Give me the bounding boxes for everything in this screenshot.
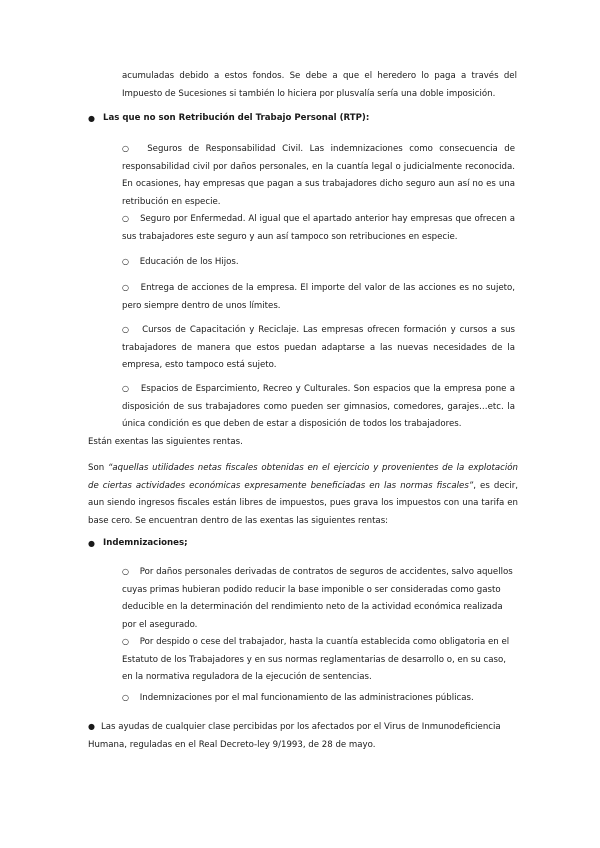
rtp-item-educacion: ○ Educación de los Hijos.: [122, 257, 239, 267]
rtp-item-acciones: ○ Entrega de acciones de la empresa. El importe del valor de las acciones es no sujeto, pero siempre dentro de unos límites.: [122, 283, 515, 311]
rtp-heading: Las que no son Retribución del Trabajo Personal (RTP):: [103, 113, 370, 123]
exentas-heading: Están exentas las siguientes rentas.: [88, 437, 243, 447]
sub-bullet: ○: [122, 283, 130, 292]
sub-bullet: ○: [122, 693, 129, 702]
bullet-vih: ●: [88, 722, 95, 731]
indemnizaciones-heading: Indemnizaciones;: [103, 538, 188, 548]
bullet-indemnizaciones: ●: [88, 539, 95, 548]
sub-bullet: ○: [122, 257, 129, 266]
sub-bullet: ○: [122, 325, 131, 334]
vih-ayudas-item: ● Las ayudas de cualquier clase percibidas por los afectados por el Virus de Inmunodeficiencia Humana, reguladas en el Real Decreto-ley 9/1993, de 28 de mayo.: [88, 722, 501, 750]
indemnizacion-item-danos: ○ Por daños personales derivadas de contratos de seguros de accidentes, salvo aquellos cuyas primas hubieran podido reducir la base imponible o ser consideradas como gasto deducible en la determinación del rendimiento neto de la actividad económica realizada por el asegurado.: [122, 567, 513, 630]
intro-paragraph: acumuladas debido a estos fondos. Se debe a que el heredero lo paga a través del Impuesto de Sucesiones si también lo hiciera por plusvalía sería una doble imposición.: [122, 71, 517, 99]
definition-paragraph: Son “aquellas utilidades netas fiscales obtenidas en el ejercicio y provenientes de la explotación de ciertas actividades económicas expresamente beneficiadas en las normas fiscales”, es decir, aun siendo ingresos fiscales están libres de impuestos, pues grava los impuestos con una tarifa en base cero. Se encuentran dentro de las exentas las siguientes rentas:: [88, 463, 518, 526]
sub-bullet: ○: [122, 637, 129, 646]
rtp-item-seguros-rc: ○ Seguros de Responsabilidad Civil. Las indemnizaciones como consecuencia de responsabilidad civil por daños personales, en la cuantía legal o judicialmente reconocida. En ocasiones, hay empresas que pagan a sus trabajadores dicho seguro aun así no es una retribución en especie.: [122, 144, 516, 207]
indemnizacion-item-administraciones: ○ Indemnizaciones por el mal funcionamiento de las administraciones públicas.: [122, 693, 474, 703]
rtp-item-seguro-enfermedad: ○ Seguro por Enfermedad. Al igual que el apartado anterior hay empresas que ofrecen a sus trabajadores este seguro y aun así tampoco son retribuciones en especie.: [122, 214, 516, 242]
sub-bullet: ○: [122, 144, 133, 153]
bullet-rtp: ●: [88, 114, 95, 123]
sub-bullet: ○: [122, 384, 130, 393]
indemnizacion-item-despido: ○ Por despido o cese del trabajador, hasta la cuantía establecida como obligatoria en el Estatuto de los Trabajadores y en sus normas reglamentarias de desarrollo o, en su caso, en la normativa reguladora de la ejecución de sentencias.: [122, 637, 510, 683]
rtp-item-cursos: ○ Cursos de Capacitación y Reciclaje. Las empresas ofrecen formación y cursos a sus trabajadores de manera que estos puedan adaptarse a las nuevas necesidades de la empresa, esto tampoco está sujeto.: [122, 325, 516, 371]
sub-bullet: ○: [122, 214, 130, 223]
rtp-item-espacios: ○ Espacios de Esparcimiento, Recreo y Culturales. Son espacios que la empresa pone a disposición de sus trabajadores como pueden ser gimnasios, comedores, garajes…etc. la única condición es que deben de estar a disposición de todos los trabajadores.: [122, 384, 515, 430]
sub-bullet: ○: [122, 567, 129, 576]
